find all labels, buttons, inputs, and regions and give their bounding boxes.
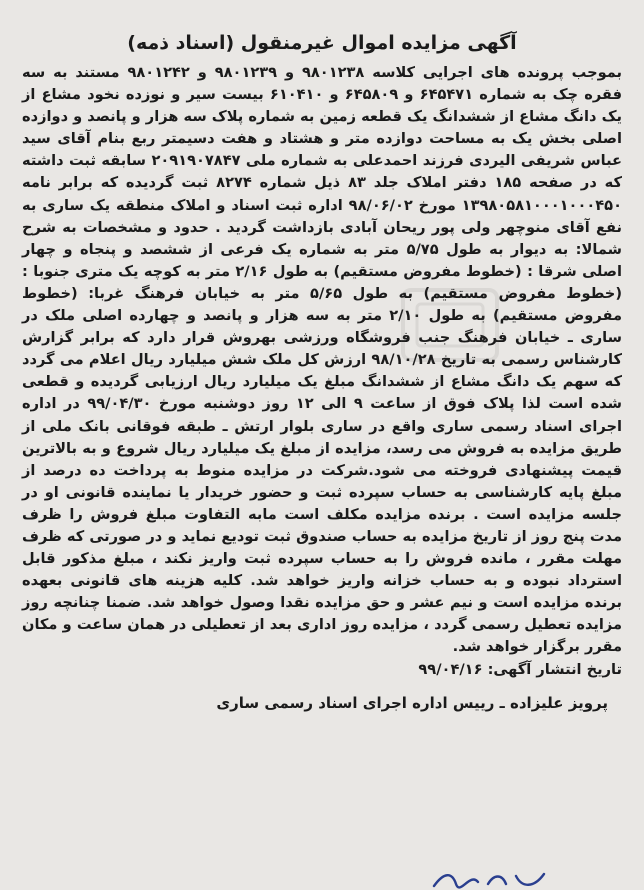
handwritten-mark-icon bbox=[430, 866, 550, 890]
notice-body: بموجب پرونده های اجرایی کلاسه ۹۸۰۱۲۳۸ و ۹۸۰۱۲۳۹ و ۹۸۰۱۲۴۲ مستند به سه فقره چک به شماره ۶۴۵۴۷۱ و ۶۴۵۸۰۹ و ۶۱۰۴۱۰ بیست سیر و نوزده نخود مشاع از یک دانگ مشاع از ششدانگ یک قطعه زمین به شماره پلاک سه هزار و پانصد و دوازده اصلی بخش یک به مساحت دوازده متر و هشتاد و هفت دسیمتر ربع بنام آقای سید عباس شریفی الیردی فرزند احمدعلی به شماره ملی ۲۰۹۱۹۰۷۸۴۷ سابقه ثبت داشته که در صفحه ۱۸۵ دفتر املاک جلد ۸۳ ذیل شماره ۸۲۷۴ ثبت گردیده که برابر نامه ۱۳۹۸۰۵۸۱۰۰۰۱۰۰۰۴۵۰ مورخ ۹۸/۰۶/۰۲ اداره ثبت اسناد و املاک منطقه یک ساری به نفع آقای منوچهر ولی پور ریحان آبادی بازداشت گردید . حدود و مشخصات به شرح شمالا: به دیوار به طول ۵/۷۵ متر به شماره یک فرعی از ششصد و پنجاه و چهار اصلی شرقا : (خطوط مفروض مستقیم) به طول ۲/۱۶ متر به کوچه یک متری جنوبا : (خطوط مفروض مستقیم) به طول ۵/۶۵ متر به خیابان فرهنگ غربا: (خطوط مفروض مستقیم) به طول ۲/۱۰ متر به سه هزار و پانصد و چهارده اصلی ملک در ساری ـ خیابان فرهنگ جنب فروشگاه ورزشی بهروش قرار دارد که برابر گزارش کارشناس رسمی به تاریخ ۹۸/۱۰/۲۸ ارزش کل ملک شش میلیارد ریال اعلام می گردد که سهم یک دانگ مشاع از ششدانگ مبلغ یک میلیارد ریال ارزیابی گردیده و قطعی شده است لذا پلاک فوق از ساعت ۹ الی ۱۲ روز دوشنبه مورخ ۹۹/۰۴/۳۰ در اداره اجرای اسناد رسمی ساری واقع در ساری بلوار ارتش ـ طبقه فوقانی بانک ملی از طریق مزایده به فروش می رسد، مزایده از مبلغ یک میلیارد ریال شروع و به بالاترین قیمت پیشنهادی فروخته می شود.شرکت در مزایده منوط به پرداخت ده درصد از مبلغ پایه کارشناسی به حساب سپرده ثبت و حضور خریدار یا نماینده قانونی او در جلسه مزایده است . برنده مزایده مکلف است مابه التفاوت مبلغ فروش را ظرف مدت پنج روز از تاریخ مزایده به حساب صندوق ثبت تودیع نماید و در صورتی که ظرف مهلت مقرر ، مانده فروش را به حساب سپرده ثبت واریز نکند ، مبلغ مذکور قابل استرداد نبوده و به حساب خزانه واریز خواهد شد. کلیه هزینه های قانونی بعهده برنده مزایده است و نیم عشر و حق مزایده نقدا وصول خواهد شد. ضمنا چنانچه روز مزایده تعطیل رسمی گردد ، مزایده روز اداری بعد از تعطیلی در همان ساعت و مکان مقرر برگزار خواهد شد. bbox=[22, 64, 623, 656]
watermark-stamp-icon bbox=[395, 280, 505, 370]
notice-title: آگهی مزایده اموال غیرمنقول (اسناد ذمه) bbox=[127, 32, 517, 54]
publication-date: تاریخ انتشار آگهی: ۹۹/۰۴/۱۶ bbox=[418, 660, 622, 678]
signature-line: پرویز علیزاده ـ رییس اداره اجرای اسناد رسمی ساری bbox=[216, 693, 608, 712]
